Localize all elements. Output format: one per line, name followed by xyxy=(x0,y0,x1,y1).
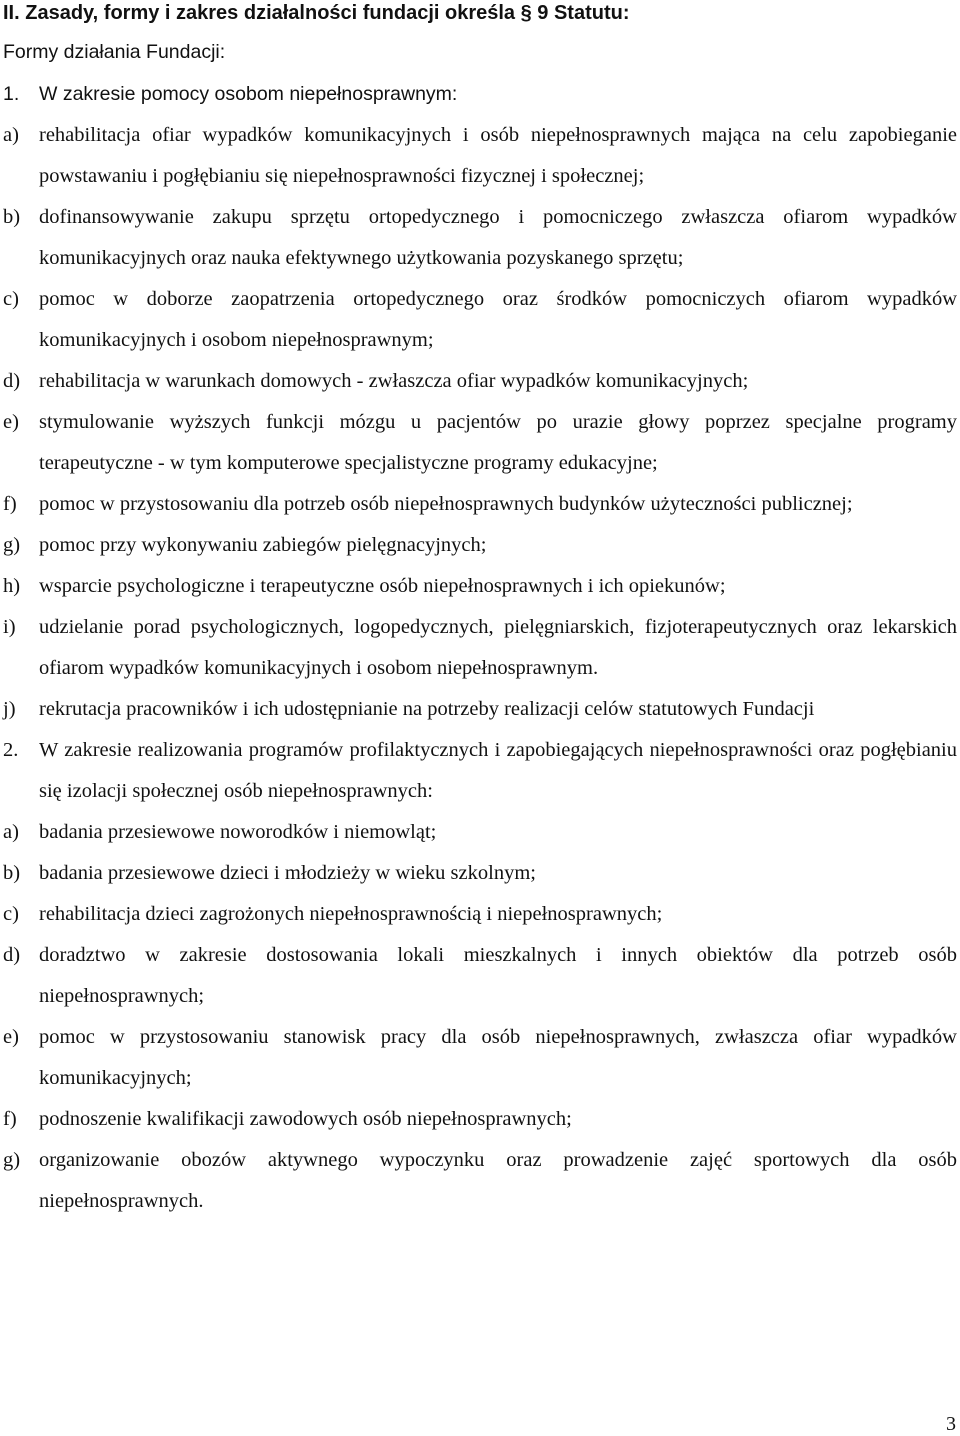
list-item xyxy=(3,484,957,525)
list-item-text: W zakresie pomocy osobom niepełnosprawnym: xyxy=(39,83,458,105)
list-item-text: udzielanie porad psychologicznych, logopedycznych, pielęgniarskich, fizjoterapeutycznych oraz lekarskich ofiarom wypadków komunikacyjnych i osobom niepełnosprawnym. xyxy=(39,616,957,679)
list-item xyxy=(3,1017,957,1099)
list-item xyxy=(3,1099,957,1140)
list-item-text: wsparcie psychologiczne i terapeutyczne osób niepełnosprawnych i ich opiekunów; xyxy=(39,575,726,597)
list-item xyxy=(3,812,957,853)
list-marker: d) xyxy=(3,944,21,966)
list-item-text: rehabilitacja dzieci zagrożonych niepełnosprawnością i niepełnosprawnych; xyxy=(39,903,663,925)
page-number: 3 xyxy=(946,1413,956,1435)
list-item xyxy=(3,607,957,689)
list-marker: e) xyxy=(3,411,19,433)
list-item xyxy=(3,566,957,607)
list-marker: g) xyxy=(3,1149,21,1171)
list-marker: 2. xyxy=(3,739,19,761)
list-marker: a) xyxy=(3,124,19,146)
list-item-text: rehabilitacja ofiar wypadków komunikacyjnych i osób niepełnosprawnych mająca na celu zapobieganie powstawaniu i pogłębianiu się niepełnosprawności fizycznej i społecznej; xyxy=(39,124,957,187)
list-marker: c) xyxy=(3,903,19,925)
section-heading: II. Zasady, formy i zakres działalności fundacji określa § 9 Statutu: xyxy=(3,2,630,24)
list-item xyxy=(3,279,957,361)
list-marker: g) xyxy=(3,534,21,556)
list-item-text: pomoc w doborze zaopatrzenia ortopedycznego oraz środków pomocniczych ofiarom wypadków komunikacyjnych i osobom niepełnosprawnym; xyxy=(39,288,957,351)
list-item-text: stymulowanie wyższych funkcji mózgu u pacjentów po urazie głowy poprzez specjalne programy terapeutyczne - w tym komputerowe specjalistyczne programy edukacyjne; xyxy=(39,411,957,474)
list-item xyxy=(3,935,957,1017)
list-marker: i) xyxy=(3,616,16,638)
list-item-text: doradztwo w zakresie dostosowania lokali mieszkalnych i innych obiektów dla potrzeb osób niepełnosprawnych; xyxy=(39,944,957,1007)
list-marker: b) xyxy=(3,206,21,228)
list-item-text: rekrutacja pracowników i ich udostępnianie na potrzeby realizacji celów statutowych Fundacji xyxy=(39,698,815,720)
list-item-text: pomoc w przystosowaniu stanowisk pracy dla osób niepełnosprawnych, zwłaszcza ofiar wypadków komunikacyjnych; xyxy=(39,1026,957,1089)
list-item-text: podnoszenie kwalifikacji zawodowych osób niepełnosprawnych; xyxy=(39,1108,572,1130)
list-item xyxy=(3,115,957,197)
list-item-text: rehabilitacja w warunkach domowych - zwłaszcza ofiar wypadków komunikacyjnych; xyxy=(39,370,749,392)
list-marker: a) xyxy=(3,821,19,843)
list-item-section-1 xyxy=(3,74,957,115)
list-item xyxy=(3,689,957,730)
list-marker: 1. xyxy=(3,83,20,105)
list-marker: j) xyxy=(3,698,16,720)
list-item-text: W zakresie realizowania programów profilaktycznych i zapobiegających niepełnosprawności oraz pogłębianiu się izolacji społecznej osób niepełnosprawnych: xyxy=(39,739,957,802)
list-marker: h) xyxy=(3,575,21,597)
list-marker: e) xyxy=(3,1026,19,1048)
list-item xyxy=(3,525,957,566)
list-marker: b) xyxy=(3,862,21,884)
list-item-section-2 xyxy=(3,730,957,812)
list-marker: f) xyxy=(3,1108,17,1130)
list-item-text: pomoc w przystosowaniu dla potrzeb osób niepełnosprawnych budynków użyteczności publicznej; xyxy=(39,493,853,515)
list-item xyxy=(3,853,957,894)
list-item xyxy=(3,402,957,484)
list-item xyxy=(3,361,957,402)
list-item xyxy=(3,197,957,279)
intro-text: Formy działania Fundacji: xyxy=(3,41,226,63)
list-marker: d) xyxy=(3,370,21,392)
list-item xyxy=(3,1140,957,1222)
list-item xyxy=(3,894,957,935)
list-item-text: pomoc przy wykonywaniu zabiegów pielęgnacyjnych; xyxy=(39,534,487,556)
list-item-text: organizowanie obozów aktywnego wypoczynku oraz prowadzenie zajęć sportowych dla osób niepełnosprawnych. xyxy=(39,1149,957,1212)
list-item-text: badania przesiewowe noworodków i niemowląt; xyxy=(39,821,437,843)
list-item-text: dofinansowywanie zakupu sprzętu ortopedycznego i pomocniczego zwłaszcza ofiarom wypadków komunikacyjnych oraz nauka efektywnego użytkowania pozyskanego sprzętu; xyxy=(39,206,957,269)
list-item-text: badania przesiewowe dzieci i młodzieży w wieku szkolnym; xyxy=(39,862,536,884)
list-marker: f) xyxy=(3,493,17,515)
list-marker: c) xyxy=(3,288,19,310)
document-body xyxy=(3,74,957,1222)
